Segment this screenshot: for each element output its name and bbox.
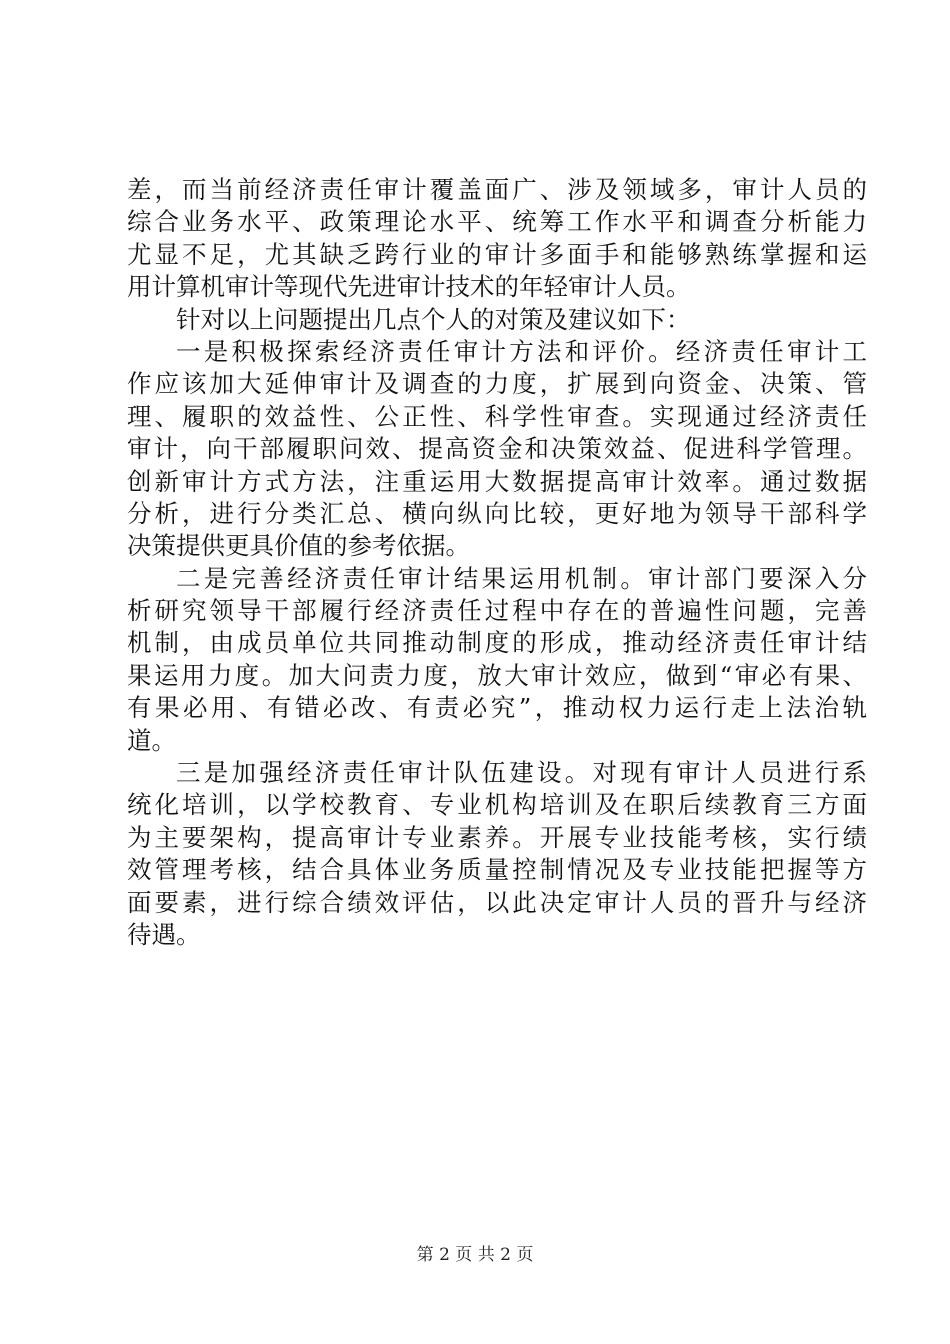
text-line: 为主要架构，提高审计专业素养。开展专业技能考核，实行绩 [127,822,867,852]
text-line: 统化培训，以学校教育、专业机构培训及在职后续教育三方面 [127,790,867,820]
text-line: 道。 [127,725,176,755]
page-footer: 第 2 页 共 2 页 [416,1245,534,1265]
text-line: 尤显不足，尤其缺乏跨行业的审计多面手和能够熟练掌握和运 [127,239,867,269]
text-line: 二是完善经济责任审计结果运用机制。审计部门要深入分 [176,563,867,593]
text-line: 三是加强经济责任审计队伍建设。对现有审计人员进行系 [176,758,867,788]
text-line: 用计算机审计等现代先进审计技术的年轻审计人员。 [127,272,691,302]
text-line: 作应该加大延伸审计及调查的力度，扩展到向资金、决策、管 [127,369,867,399]
text-line: 有果必用、有错必改、有责必究”，推动权力运行走上法治轨 [127,693,867,723]
paragraph [127,174,867,304]
paragraph [127,336,867,563]
text-line: 决策提供更具价值的参考依据。 [127,531,470,561]
paragraph [127,563,867,757]
document-body [127,174,867,951]
text-line: 面要素，进行综合绩效评估，以此决定审计人员的晋升与经济 [127,887,867,917]
text-line: 效管理考核，结合具体业务质量控制情况及专业技能把握等方 [127,855,867,885]
text-line: 待遇。 [127,919,201,949]
text-line: 综合业务水平、政策理论水平、统筹工作水平和调查分析能力 [127,207,867,237]
text-line: 差，而当前经济责任审计覆盖面广、涉及领域多，审计人员的 [127,175,867,204]
text-line: 分析，进行分类汇总、横向纵向比较，更好地为领导干部科学 [127,498,867,528]
text-line: 机制，由成员单位共同推动制度的形成，推动经济责任审计结 [127,628,867,658]
text-line: 针对以上问题提出几点个人的对策及建议如下： [176,304,691,334]
text-line: 理、履职的效益性、公正性、科学性审查。实现通过经济责任 [127,401,867,431]
text-line: 审计，向干部履职问效、提高资金和决策效益、促进科学管理。 [127,434,867,464]
paragraph [127,304,867,336]
text-line: 果运用力度。加大问责力度，放大审计效应，做到“审必有果、 [127,660,867,690]
text-line: 创新审计方式方法，注重运用大数据提高审计效率。通过数据 [127,466,867,496]
paragraph [127,757,867,951]
text-line: 一是积极探索经济责任审计方法和评价。经济责任审计工 [176,336,867,366]
text-line: 析研究领导干部履行经济责任过程中存在的普遍性问题，完善 [127,596,867,626]
